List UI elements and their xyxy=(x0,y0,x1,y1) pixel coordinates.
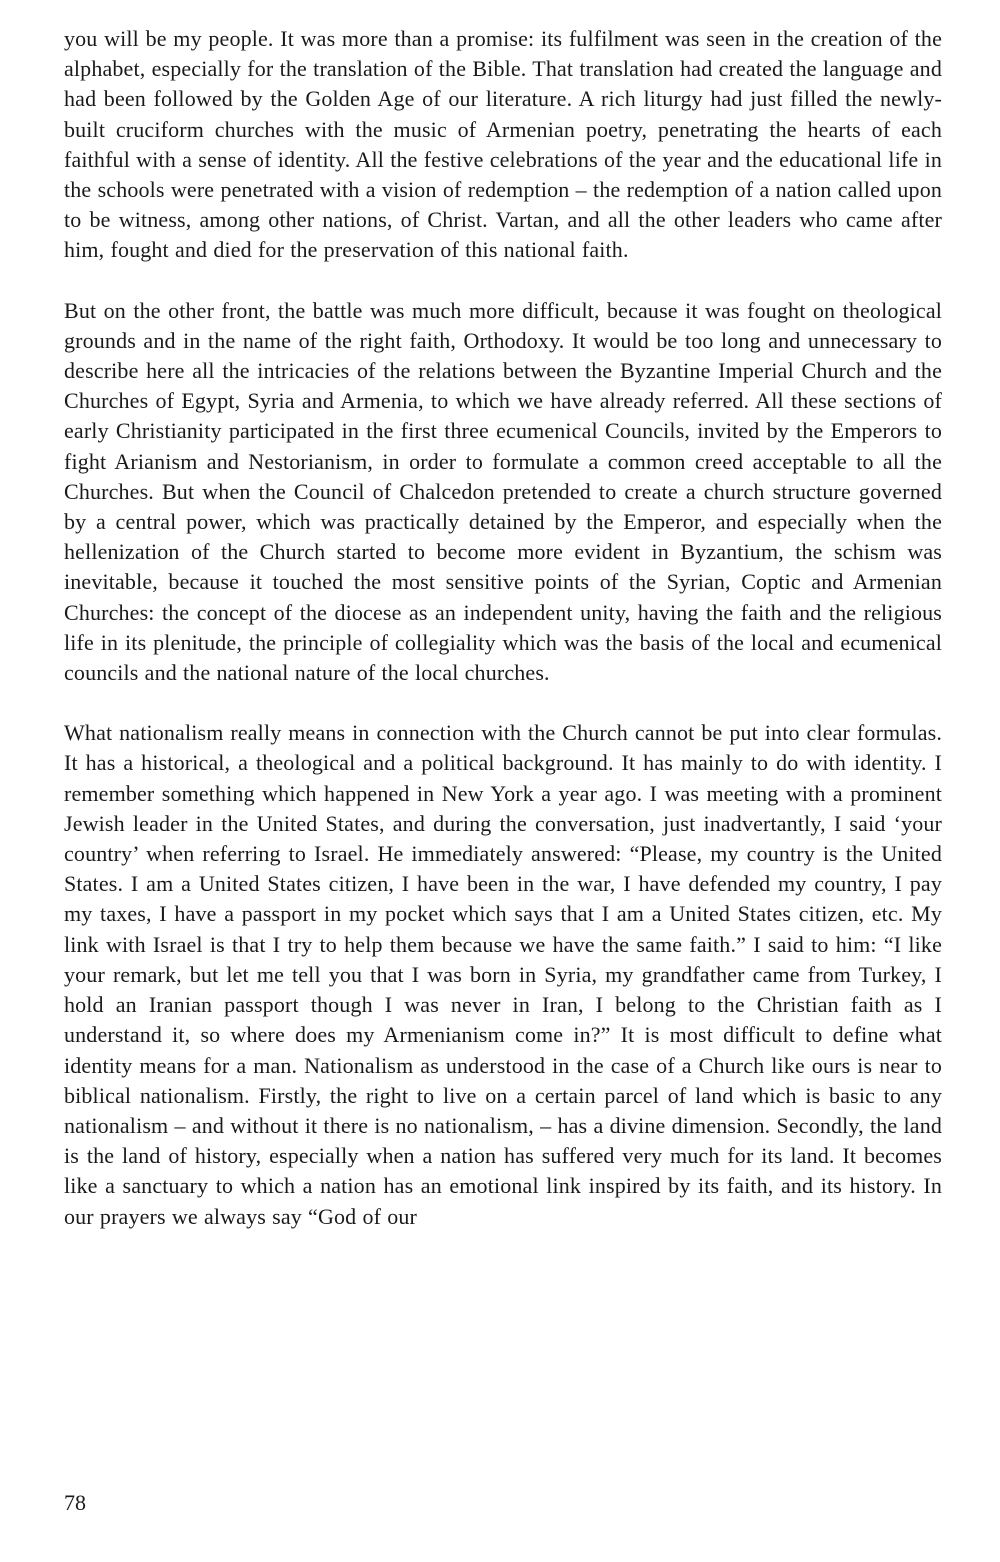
page-number: 78 xyxy=(64,1490,86,1515)
paragraph-2: But on the other front, the battle was much more difficult, because it was fought on theological grounds and in the name of the right faith, Orthodoxy. It would be too long and unnecessary to describe here all the intricacies of the relations between the Byzantine Imperial Church and the Churches of Egypt, Syria and Armenia, to which we have already referred. All these sections of early Christianity participated in the first three ecumenical Councils, invited by the Emperors to fight Arianism and Nestorianism, in order to formulate a common creed acceptable to all the Churches. But when the Council of Chalcedon pretended to create a church structure governed by a central power, which was practically detained by the Emperor, and especially when the hellenization of the Church started to become more evident in Byzantium, the schism was inevitable, because it touched the most sensitive points of the Syrian, Coptic and Armenian Churches: the concept of the diocese as an independent unity, having the faith and the religious life in its plenitude, the principle of collegiality which was the basis of the local and ecumenical councils and the national nature of the local churches. xyxy=(64,297,942,686)
page-body xyxy=(64,24,942,1232)
paragraph-1: you will be my people. It was more than a promise: its fulfilment was seen in the creation of the alphabet, especially for the translation of the Bible. That translation had created the language and had been followed by the Golden Age of our literature. A rich liturgy had just filled the newly-built cruciform churches with the music of Armenian poetry, penetrating the hearts of each faithful with a sense of identity. All the festive celebrations of the year and the educational life in the schools were penetrated with a vision of redemption – the redemption of a nation called upon to be witness, among other nations, of Christ. Vartan, and all the other leaders who came after him, fought and died for the preservation of this national faith. xyxy=(64,26,942,263)
paragraph-3: What nationalism really means in connection with the Church cannot be put into clear formulas. It has a historical, a theological and a political background. It has mainly to do with identity. I remember something which happened in New York a year ago. I was meeting with a prominent Jewish leader in the United States, and during the conversation, just inadvertantly, I said ‘your country’ when referring to Israel. He immediately answered: “Please, my country is the United States. I am a United States citizen, I have been in the war, I have defended my country, I pay my taxes, I have a passport in my pocket which says that I am a United States citizen, etc. My link with Israel is that I try to help them because we have the same faith.” I said to him: “I like your remark, but let me tell you that I was born in Syria, my grandfather came from Turkey, I hold an Iranian passport though I was never in Iran, I belong to the Christian faith as I understand it, so where does my Armenianism come in?” It is most difficult to define what identity means for a man. Nationalism as understood in the case of a Church like ours is near to biblical nationalism. Firstly, the right to live on a certain parcel of land which is basic to any nationalism – and without it there is no nationalism, – has a divine dimension. Secondly, the land is the land of history, especially when a nation has suffered very much for its land. It becomes like a sanctuary to which a nation has an emotional link inspired by its faith, and its history. In our prayers we always say “God of our xyxy=(64,720,942,1229)
